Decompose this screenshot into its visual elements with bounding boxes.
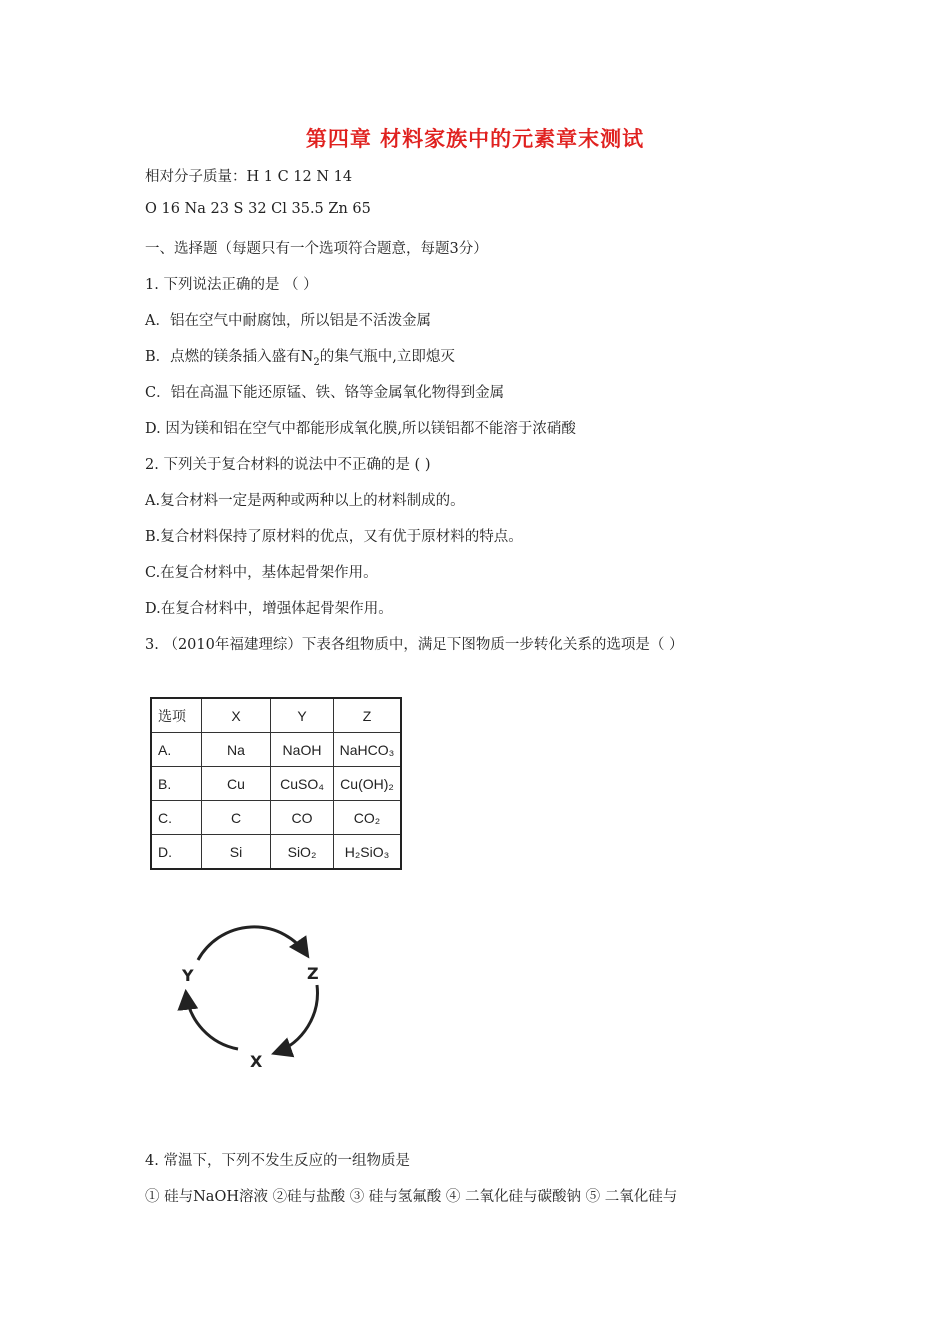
table-cell: CuSO₄ (271, 767, 334, 801)
arrow-y-to-z (198, 927, 307, 960)
table-cell: Si (202, 835, 271, 870)
q4-options: ① 硅与NaOH溶液 ②硅与盐酸 ③ 硅与氢氟酸 ④ 二氧化硅与碳酸钠 ⑤ 二氧化硅与 (145, 1189, 678, 1205)
q3-conversion-cycle-diagram (170, 925, 340, 1075)
q2-option-b: B.复合材料保持了原材料的优点，又有优于原材料的特点。 (145, 529, 523, 545)
node-z-label: Z (307, 964, 319, 983)
q3-stem: 3. （2010年福建理综）下表各组物质中，满足下图物质一步转化关系的选项是（ ） (145, 637, 684, 653)
q2-stem: 2. 下列关于复合材料的说法中不正确的是 ( ) (145, 457, 431, 473)
q1-stem: 1. 下列说法正确的是 （ ） (145, 277, 318, 293)
node-y-label: Y (182, 966, 194, 985)
q1-option-b-pre: B．点燃的镁条插入盛有N (145, 349, 314, 365)
table-row (151, 801, 401, 835)
table-header-cell: Y (271, 698, 334, 733)
q1-option-a: A．铝在空气中耐腐蚀，所以铝是不活泼金属 (145, 313, 431, 329)
page-title: 第四章 材料家族中的元素章末测试 (305, 127, 645, 151)
table-cell: C (202, 801, 271, 835)
table-cell: Cu(OH)₂ (334, 767, 402, 801)
molar-mass-line-1: 相对分子质量：H 1 C 12 N 14 (145, 169, 353, 185)
table-row (151, 767, 401, 801)
table-cell: D. (151, 835, 202, 870)
table-cell: Na (202, 733, 271, 767)
q1-option-b (145, 345, 455, 368)
q1-option-d: D. 因为镁和铝在空气中都能形成氧化膜,所以镁铝都不能溶于浓硝酸 (145, 421, 576, 437)
molar-mass-line-2: O 16 Na 23 S 32 Cl 35.5 Zn 65 (145, 201, 371, 217)
table-header-cell: 选项 (151, 698, 202, 733)
table-header-row (151, 698, 401, 733)
table-cell: B. (151, 767, 202, 801)
node-x-label: X (250, 1052, 263, 1071)
table-cell: A. (151, 733, 202, 767)
table-header-cell: X (202, 698, 271, 733)
q2-option-a: A.复合材料一定是两种或两种以上的材料制成的。 (145, 493, 465, 509)
section-heading: 一、选择题（每题只有一个选项符合题意，每题3分） (145, 241, 488, 257)
arrow-x-to-y (186, 993, 238, 1049)
table-header-cell: Z (334, 698, 402, 733)
table-cell: CO (271, 801, 334, 835)
table-row (151, 835, 401, 870)
table-cell: NaHCO₃ (334, 733, 402, 767)
q1-option-b-post: 的集气瓶中,立即熄灭 (319, 349, 455, 365)
table-cell: H₂SiO₃ (334, 835, 402, 870)
arrow-z-to-x (275, 985, 317, 1053)
table-cell: SiO₂ (271, 835, 334, 870)
table-cell: C. (151, 801, 202, 835)
q1-option-b-sub: 2 (313, 356, 320, 368)
q2-option-c: C.在复合材料中，基体起骨架作用。 (145, 565, 378, 581)
table-cell: Cu (202, 767, 271, 801)
q2-option-d: D.在复合材料中，增强体起骨架作用。 (145, 601, 393, 617)
q1-option-c: C．铝在高温下能还原锰、铁、铬等金属氧化物得到金属 (145, 385, 505, 401)
table-cell: CO₂ (334, 801, 402, 835)
table-row (151, 733, 401, 767)
q3-options-table (150, 697, 402, 870)
table-cell: NaOH (271, 733, 334, 767)
q4-stem: 4. 常温下，下列不发生反应的一组物质是 (145, 1153, 410, 1169)
